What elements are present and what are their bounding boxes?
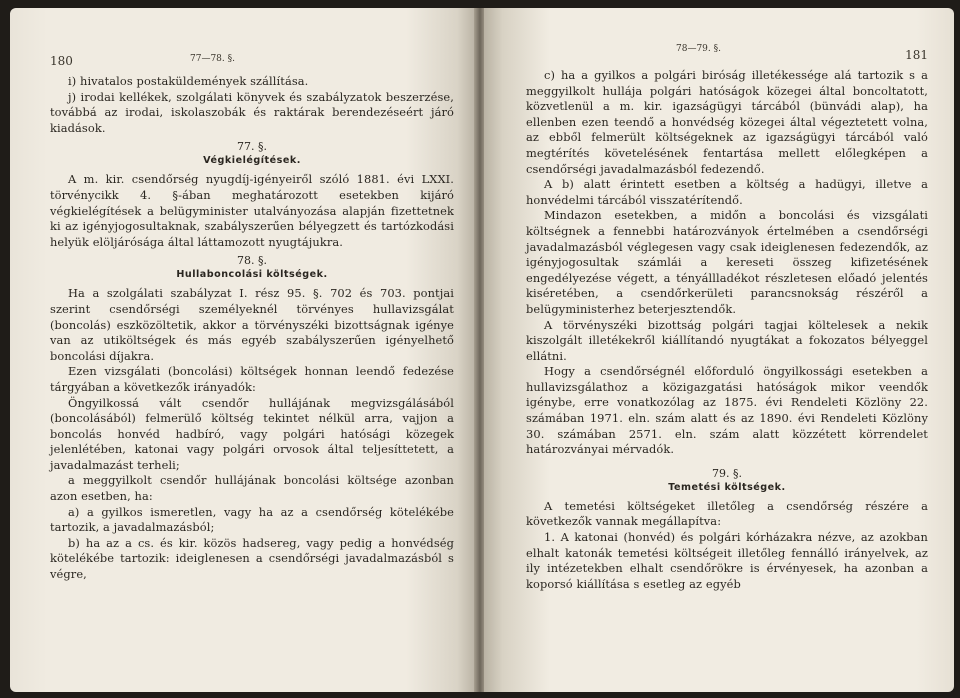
- section-number-78: 78. §.: [237, 254, 267, 268]
- section-78-item-a: a) a gyilkos ismeretlen, vagy ha az a csendőrség kötelékébe tartozik, a javadalmazásból;: [50, 504, 454, 535]
- section-78-paragraph-4: a meggyilkolt csendőr hullájának boncolási költsége azonban azon esetben, ha:: [50, 473, 454, 504]
- section-number-79: 79. §.: [712, 466, 742, 480]
- paragraph-b-note: A b) alatt érintett esetben a költség a hadügyi, illetve a honvédelmi tárcából visszatérítendő.: [526, 177, 928, 207]
- paragraph-mindazon: Mindazon esetekben, a midőn a boncolási és vizsgálati költségnek a fennebbi határozványok értelmében a csendőrségi javadalmazásból véglegesen vagy csak ideiglenesen fedezendők, az igényjogosultak számlái a kereseti összeg kifizetésének engedélyezése végett, a tényállladékot részletesen előadó jelentés kiséretében, a csendőrkerületi parancsnokság részéről a belügyministerhez beterjesztendők.: [526, 208, 928, 316]
- section-77-text: A m. kir. csendőrség nyugdíj-igényeiről szóló 1881. évi LXXI. törvénycikk 4. §-ában meghatározott esetekben kijáró végkielégítések a belügyminister utalványozása alapján fizettetnek ki az igényjogosultaknak, szabályszerűen bélyegzett és tartózkodási helyük elöljárósága által láttamozott nyugtájukra.: [50, 172, 454, 249]
- section-title-79: Temetési költségek.: [668, 481, 786, 493]
- paragraph-i: i) hivatalos postaküldemények szállítása.: [68, 74, 309, 88]
- paragraph-torvenyszeki: A törvényszéki bizottság polgári tagjai költelesek a nekik kiszolgált illetékekről kiállítandó nyugtákat a fokozatos bélyeggel ellátni.: [526, 317, 928, 363]
- right-page: [484, 8, 954, 692]
- section-title-78: Hullaboncolási költségek.: [176, 269, 328, 281]
- section-79-paragraph-2: 1. A katonai (honvéd) és polgári kórházakra nézve, az azokban elhalt katonák temetési költségeit illetőleg fennálló irányelvek, az ily intézetekben elhalt csendőrökre is érvényesek, ha azonban a koporsó kiállítása s esetleg az egyéb: [526, 530, 928, 591]
- paragraph-hogy: Hogy a csendőrségnél előforduló öngyilkossági esetekben a hullavizsgálathoz a közigazgatási hatóságok mikor veendők igénybe, erre vonatkozólag az 1875. évi Rendeleti Közlöny 22. számában 1971. eln. szám alatt és az 1890. évi Rendeleti Közlöny 30. számában 2571. eln. szám alatt közzétett körrendelet határozványai mérvadók.: [526, 364, 928, 457]
- page-number: 181: [905, 48, 928, 62]
- paragraph-j: j) irodai kellékek, szolgálati könyvek és szabályzatok beszerzése, továbbá az irodai, iskolaszobák és raktárak berendezéseért járó kiadások.: [50, 89, 454, 135]
- left-page-header: [50, 54, 454, 74]
- paragraph-c: c) ha a gyilkos a polgári biróság illetékessége alá tartozik s a meggyilkolt hullája polgári hatóságok közegei által boncoltatott, közvetlenül a m. kir. igazságügyi tárcából (bünvádi alap), ha ellenben ezen teendő a honvédség közegei által végeztetett volna, az ebből felmerült költségeknek az igazságügyi tárcából való megtérítés követelésének fentartása mellett előlegképen a csendőrségi javadalmazásból fedezendő.: [526, 68, 928, 176]
- section-78-paragraph-3: Öngyilkossá vált csendőr hullájának megvizsgálásából (boncolásából) felmerülő költség tekintet nélkül arra, vajjon a boncolás honvéd hadbíró, vagy polgári hatósági közegek jelenlétében, katonai vagy polgári orvosok által teljesíttetett, a javadalmazást terheli;: [50, 395, 454, 472]
- section-78-paragraph-1: Ha a szolgálati szabályzat I. rész 95. §. 702 és 703. pontjai szerint csendőrségi személyeknél törvényes hullavizsgálat (boncolás) eszközöltetik, akkor a törvényszéki bizottságnak igénye van az utiköltségek és más egyéb szabályszerűen igényelhető boncolási díjakra.: [50, 286, 454, 363]
- section-78-item-b: b) ha az a cs. és kir. közös hadsereg, vagy pedig a honvédség kötelékébe tartozik: ideiglenesen a csendőrségi javadalmazásból s végre,: [50, 535, 454, 582]
- section-number-77: 77. §.: [237, 140, 267, 154]
- right-page-header: [526, 44, 928, 68]
- section-78-paragraph-2: Ezen vizsgálati (boncolási) költségek honnan leendő fedezése tárgyában a következők irányadók:: [50, 364, 454, 394]
- running-head: 78—79. §.: [676, 44, 721, 54]
- section-79-paragraph-1: A temetési költségeket illetőleg a csendőrség részére a következők vannak megállapítva:: [526, 498, 928, 529]
- section-title-77: Végkielégítések.: [203, 155, 301, 167]
- left-page: [10, 8, 476, 692]
- running-head: 77—78. §.: [190, 54, 235, 64]
- page-number: 180: [50, 54, 73, 68]
